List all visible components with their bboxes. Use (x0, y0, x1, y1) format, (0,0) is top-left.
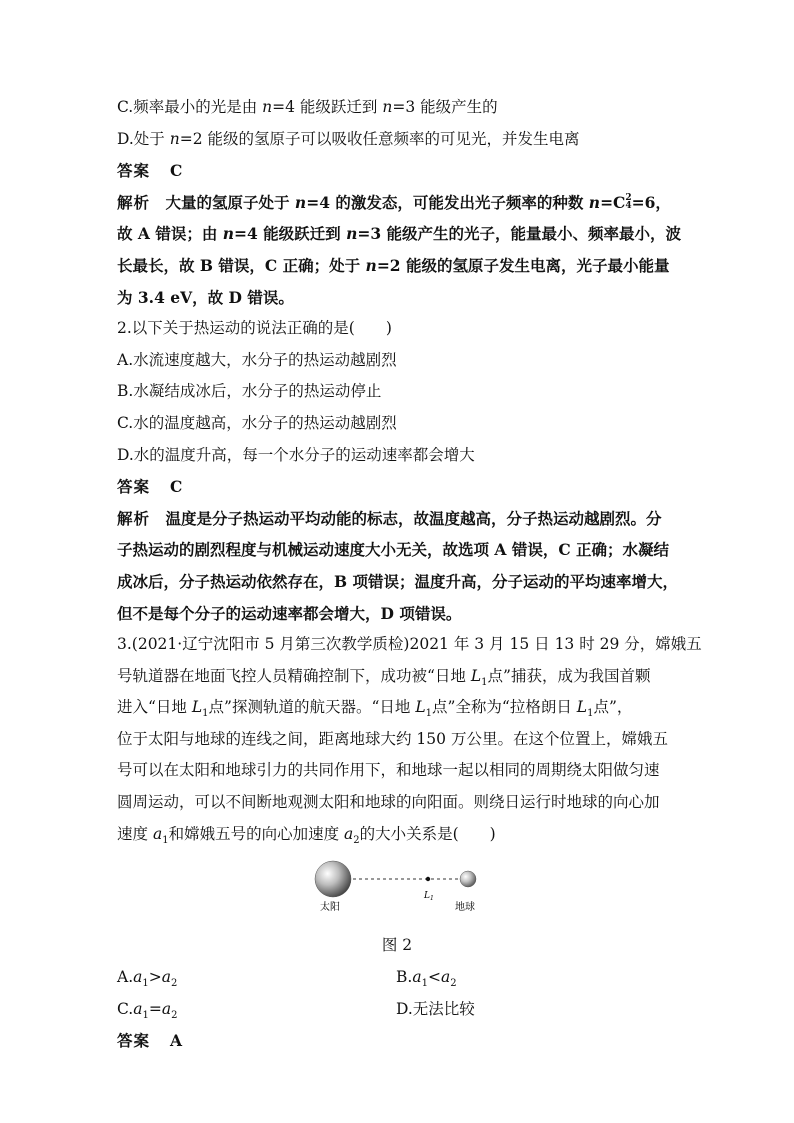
option-d-q3: D.无法比较 (396, 999, 475, 1018)
question-3-line7 (117, 819, 677, 851)
text: 点”捕获，成为我国首颗 (487, 666, 651, 685)
text: B.水凝结成冰后，水分子的热运动停止 (117, 382, 382, 401)
lagrange-point-marker (426, 877, 430, 881)
var-a: a (152, 824, 163, 843)
explanation-q2-line1 (117, 503, 677, 535)
var-n: n (169, 129, 180, 148)
text: 为 3.4 eV，故 D 错误。 (117, 287, 294, 307)
text: 号可以在太阳和地球引力的共同作用下，和地球一起以相同的周期绕太阳做匀速 (117, 761, 660, 780)
var-a: a (440, 968, 451, 987)
text: 圆周运动，可以不间断地观测太阳和地球的向阳面。则绕日运行时地球的向心加 (117, 793, 660, 812)
explanation-q2-line3 (117, 566, 677, 598)
explanation-label: 解析 (117, 192, 151, 212)
explanation-label: 解析 (117, 508, 151, 528)
subscript: 2 (171, 1009, 178, 1021)
var-n: n (222, 224, 234, 244)
explanation-q1-line4 (117, 282, 677, 314)
explanation-q1-line2 (117, 218, 682, 250)
text: 长最长，故 B 错误，C 正确；处于 (117, 255, 366, 275)
sun-icon (315, 861, 351, 897)
text: 2.以下关于热运动的说法正确的是( ) (117, 319, 392, 338)
question-3-line1 (117, 629, 702, 661)
subscript: 1 (587, 708, 594, 720)
earth-label: 地球 (455, 902, 475, 914)
text: C.水的温度越高，水分子的热运动越剧烈 (117, 413, 397, 432)
option-c-q3 (117, 994, 396, 1026)
subscript: 1 (481, 676, 488, 688)
subscript: 1 (162, 834, 169, 846)
text: 子热运动的剧烈程度与机械运动速度大小无关，故选项 A 错误，C 正确；水凝结 (117, 540, 670, 560)
explanation-q1-line1 (117, 187, 677, 219)
point-label-letter: L (424, 891, 430, 902)
option-d-q1 (117, 124, 677, 156)
var-a: a (344, 824, 354, 843)
subscript: 2 (353, 834, 360, 846)
answer-value: C (170, 477, 183, 497)
option-a-q2 (117, 345, 677, 377)
point-label (423, 891, 434, 902)
subscript: 2 (171, 978, 178, 990)
var-n: n (262, 98, 273, 116)
var-a: a (161, 968, 171, 987)
earth-icon (460, 871, 476, 887)
var-n: n (382, 98, 393, 116)
text: 温度是分子热运动平均动能的标志，故温度越高，分子热运动越剧烈。分 (150, 508, 662, 528)
subscript: 1 (202, 708, 209, 720)
sun-label: 太阳 (320, 902, 340, 914)
answer-value: A (170, 1031, 183, 1051)
text: =6， (631, 192, 671, 212)
sun-earth-diagram (117, 856, 677, 926)
text: A. (117, 968, 134, 987)
option-c-q1 (117, 92, 677, 124)
text: =3 能级产生的光子，能量最小、频率最小，波 (357, 224, 682, 244)
subscript: 1 (142, 978, 149, 990)
operator: > (148, 968, 162, 987)
text: C. (117, 999, 134, 1018)
var-n: n (346, 224, 358, 244)
explanation-q1-line3 (117, 250, 677, 282)
text: C.频率最小的光是由 (117, 98, 263, 116)
option-c-q2 (117, 408, 677, 440)
option-b-q2 (117, 376, 677, 408)
explanation-q2-line4 (117, 598, 677, 630)
var-a: a (133, 999, 143, 1018)
text: 位于太阳与地球的连线之间，距离地球大约 150 万公里。在这个位置上，嫦娥五 (117, 729, 668, 748)
var-L: L (576, 698, 588, 717)
text: A.水流速度越大，水分子的热运动越剧烈 (117, 350, 397, 369)
var-a: a (161, 999, 172, 1018)
answer-q2 (117, 471, 677, 503)
answer-label: 答案 (117, 161, 151, 181)
explanation-q2-line2 (117, 534, 677, 566)
var-n: n (365, 255, 377, 275)
answer-q3 (117, 1025, 677, 1057)
text: 但不是每个分子的运动速率都会增大，D 项错误。 (117, 603, 462, 623)
answer-q1 (117, 155, 677, 187)
text: 成冰后，分子热运动依然存在，B 项错误；温度升高，分子运动的平均速率增大， (117, 571, 678, 591)
text: B. (396, 968, 413, 987)
var-n: n (294, 192, 307, 212)
text: 进入“日地 (117, 698, 192, 717)
var-a: a (412, 968, 422, 987)
text: 点”全称为“拉格朗日 (431, 698, 577, 717)
subscript: 1 (425, 708, 432, 720)
option-b-q3 (396, 962, 457, 994)
question-2 (117, 313, 677, 345)
text: =4 能级跃迁到 (234, 224, 347, 244)
question-3-line3 (117, 692, 677, 724)
text: 故 A 错误；由 (117, 224, 223, 244)
text: 点”探测轨道的航天器。“日地 (208, 698, 416, 717)
subscript: 1 (142, 1009, 149, 1021)
subscript: 2 (450, 978, 457, 990)
answer-value: C (170, 161, 183, 181)
var-L: L (191, 698, 203, 717)
question-3-line6 (117, 787, 677, 819)
text: 速度 (117, 824, 153, 843)
operator: < (427, 968, 441, 987)
text: D.水的温度升高，每一个水分子的运动速率都会增大 (117, 445, 475, 464)
point-label-sub: 1 (429, 895, 434, 903)
text: 大量的氢原子处于 (150, 192, 295, 212)
combination-sub: 4 (625, 200, 632, 211)
answer-label: 答案 (117, 477, 151, 497)
question-3-line5 (117, 755, 677, 787)
text: =4 的激发态，可能发出光子频率的种数 (306, 192, 589, 212)
answer-label: 答案 (117, 1031, 151, 1051)
text: 号轨道器在地面飞控人员精确控制下，成功被“日地 (117, 666, 471, 685)
options-row-ab (117, 962, 677, 994)
text: =4 能级跃迁到 (272, 98, 383, 116)
text: 3.(2021·辽宁沈阳市 5 月第三次教学质检)2021 年 3 月 15 日 13 时 29 分，嫦娥五 (117, 635, 702, 654)
document-page (117, 92, 702, 1057)
figure-caption: 图 2 (381, 936, 413, 955)
text: 点”， (593, 698, 633, 717)
question-3-line2 (117, 661, 677, 693)
text: 的大小关系是( ) (359, 824, 496, 843)
figure-sun-earth (117, 856, 677, 926)
var-n: n (588, 192, 601, 212)
text: =2 能级的氢原子可以吸收任意频率的可见光，并发生电离 (179, 129, 580, 148)
text: =2 能级的氢原子发生电离，光子最小能量 (376, 255, 670, 275)
option-a-q3 (117, 962, 396, 994)
operator: = (148, 999, 162, 1018)
subscript: 1 (421, 978, 428, 990)
var-L: L (470, 666, 482, 685)
var-a: a (133, 968, 143, 987)
text: D.处于 (117, 129, 170, 148)
combination-sup: 2 (625, 192, 632, 203)
text: 和嫦娥五号的向心加速度 (168, 824, 344, 843)
option-d-q2 (117, 440, 677, 472)
var-L: L (415, 698, 426, 717)
combination-symbol: =C (600, 192, 626, 212)
options-row-cd (117, 994, 677, 1026)
question-3-line4 (117, 724, 677, 756)
text: =3 能级产生的 (392, 98, 498, 116)
